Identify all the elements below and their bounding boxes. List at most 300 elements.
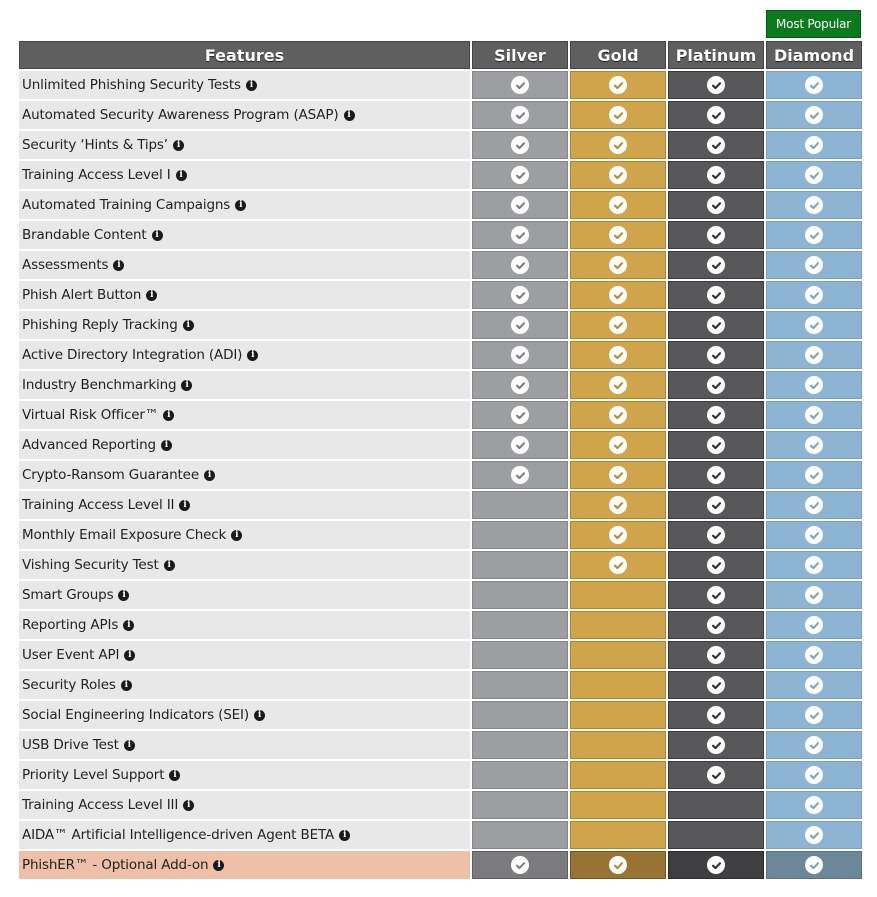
platinum-cell — [668, 431, 764, 459]
gold-cell — [570, 401, 666, 429]
platinum-cell — [668, 341, 764, 369]
table-row — [19, 791, 862, 819]
info-circle-icon[interactable]: i — [169, 770, 180, 781]
most-popular-badge: Most Popular — [766, 10, 861, 38]
gold-cell — [570, 461, 666, 489]
platinum-cell — [668, 731, 764, 759]
table-row — [19, 311, 862, 339]
feature-cell — [19, 161, 470, 189]
check-circle-icon — [609, 196, 627, 214]
gold-cell — [570, 191, 666, 219]
info-circle-icon[interactable]: i — [179, 500, 190, 511]
feature-cell — [19, 191, 470, 219]
feature-label: Phish Alert Button — [22, 287, 142, 303]
check-circle-icon — [805, 676, 823, 694]
info-circle-icon[interactable]: i — [123, 620, 134, 631]
check-circle-icon — [707, 706, 725, 724]
platinum-cell — [668, 371, 764, 399]
diamond-cell — [766, 401, 862, 429]
silver-cell — [472, 221, 568, 249]
silver-cell — [472, 821, 568, 849]
silver-cell — [472, 551, 568, 579]
check-circle-icon — [805, 256, 823, 274]
check-circle-icon — [511, 256, 529, 274]
platinum-cell — [668, 641, 764, 669]
check-circle-icon — [805, 646, 823, 664]
diamond-cell — [766, 341, 862, 369]
table-row — [19, 581, 862, 609]
info-circle-icon[interactable]: i — [146, 290, 157, 301]
check-circle-icon — [805, 616, 823, 634]
header-silver: Silver — [472, 41, 568, 69]
info-circle-icon[interactable]: i — [176, 170, 187, 181]
feature-label: Vishing Security Test — [22, 557, 159, 573]
silver-cell — [472, 851, 568, 879]
pricing-comparison-table — [19, 41, 862, 881]
silver-cell — [472, 311, 568, 339]
gold-cell — [570, 71, 666, 99]
table-row — [19, 521, 862, 549]
diamond-cell — [766, 461, 862, 489]
feature-label: Priority Level Support — [22, 767, 165, 783]
feature-cell — [19, 401, 470, 429]
check-circle-icon — [805, 856, 823, 874]
diamond-cell — [766, 671, 862, 699]
feature-cell — [19, 821, 470, 849]
gold-cell — [570, 251, 666, 279]
table-row — [19, 101, 862, 129]
platinum-cell — [668, 491, 764, 519]
table-row — [19, 611, 862, 639]
check-circle-icon — [609, 316, 627, 334]
diamond-cell — [766, 791, 862, 819]
diamond-cell — [766, 521, 862, 549]
gold-cell — [570, 281, 666, 309]
check-circle-icon — [805, 106, 823, 124]
check-circle-icon — [707, 856, 725, 874]
check-circle-icon — [511, 466, 529, 484]
gold-cell — [570, 491, 666, 519]
check-circle-icon — [707, 106, 725, 124]
diamond-cell — [766, 431, 862, 459]
check-circle-icon — [609, 466, 627, 484]
check-circle-icon — [511, 196, 529, 214]
check-circle-icon — [707, 496, 725, 514]
check-circle-icon — [707, 226, 725, 244]
check-circle-icon — [707, 676, 725, 694]
silver-cell — [472, 461, 568, 489]
gold-cell — [570, 731, 666, 759]
check-circle-icon — [609, 496, 627, 514]
feature-label: Industry Benchmarking — [22, 377, 177, 393]
feature-label: Assessments — [22, 257, 109, 273]
diamond-cell — [766, 581, 862, 609]
silver-cell — [472, 281, 568, 309]
gold-cell — [570, 701, 666, 729]
info-circle-icon[interactable]: i — [163, 410, 174, 421]
diamond-cell — [766, 611, 862, 639]
table-row — [19, 701, 862, 729]
info-circle-icon[interactable]: i — [161, 440, 172, 451]
check-circle-icon — [805, 826, 823, 844]
gold-cell — [570, 221, 666, 249]
feature-cell — [19, 731, 470, 759]
info-circle-icon[interactable]: i — [235, 200, 246, 211]
gold-cell — [570, 641, 666, 669]
silver-cell — [472, 341, 568, 369]
check-circle-icon — [805, 796, 823, 814]
gold-cell — [570, 761, 666, 789]
feature-label: Brandable Content — [22, 227, 147, 243]
check-circle-icon — [805, 436, 823, 454]
check-circle-icon — [707, 76, 725, 94]
check-circle-icon — [707, 466, 725, 484]
check-circle-icon — [707, 166, 725, 184]
check-circle-icon — [707, 256, 725, 274]
feature-cell — [19, 341, 470, 369]
feature-cell — [19, 611, 470, 639]
check-circle-icon — [609, 226, 627, 244]
table-row — [19, 161, 862, 189]
feature-cell — [19, 791, 470, 819]
table-row — [19, 641, 862, 669]
feature-label: Smart Groups — [22, 587, 114, 603]
platinum-cell — [668, 101, 764, 129]
check-circle-icon — [707, 586, 725, 604]
feature-cell — [19, 641, 470, 669]
gold-cell — [570, 521, 666, 549]
feature-cell — [19, 71, 470, 99]
check-circle-icon — [805, 406, 823, 424]
platinum-cell — [668, 281, 764, 309]
feature-cell — [19, 491, 470, 519]
info-circle-icon[interactable]: i — [213, 860, 224, 871]
info-circle-icon[interactable]: i — [164, 560, 175, 571]
silver-cell — [472, 611, 568, 639]
platinum-cell — [668, 671, 764, 699]
platinum-cell — [668, 71, 764, 99]
check-circle-icon — [609, 256, 627, 274]
gold-cell — [570, 851, 666, 879]
diamond-cell — [766, 281, 862, 309]
silver-cell — [472, 371, 568, 399]
info-circle-icon[interactable]: i — [204, 470, 215, 481]
check-circle-icon — [511, 136, 529, 154]
check-circle-icon — [609, 346, 627, 364]
feature-label: Training Access Level III — [22, 797, 179, 813]
gold-cell — [570, 161, 666, 189]
table-row — [19, 491, 862, 519]
table-body — [19, 71, 862, 879]
header-gold: Gold — [570, 41, 666, 69]
info-circle-icon[interactable]: i — [183, 800, 194, 811]
platinum-cell — [668, 581, 764, 609]
silver-cell — [472, 251, 568, 279]
check-circle-icon — [609, 136, 627, 154]
feature-label: Active Directory Integration (ADI) — [22, 347, 243, 363]
gold-cell — [570, 311, 666, 339]
gold-cell — [570, 131, 666, 159]
diamond-cell — [766, 371, 862, 399]
check-circle-icon — [707, 526, 725, 544]
feature-cell — [19, 701, 470, 729]
check-circle-icon — [805, 376, 823, 394]
platinum-cell — [668, 521, 764, 549]
silver-cell — [472, 701, 568, 729]
check-circle-icon — [609, 526, 627, 544]
feature-cell — [19, 311, 470, 339]
feature-cell — [19, 581, 470, 609]
check-circle-icon — [707, 736, 725, 754]
check-circle-icon — [609, 286, 627, 304]
check-circle-icon — [609, 436, 627, 454]
gold-cell — [570, 791, 666, 819]
check-circle-icon — [707, 196, 725, 214]
check-circle-icon — [609, 406, 627, 424]
diamond-cell — [766, 821, 862, 849]
feature-cell — [19, 761, 470, 789]
check-circle-icon — [707, 286, 725, 304]
diamond-cell — [766, 221, 862, 249]
table-row-addon — [19, 851, 862, 879]
feature-label: Automated Security Awareness Program (ASAP) — [22, 107, 339, 123]
diamond-cell — [766, 191, 862, 219]
info-circle-icon[interactable]: i — [231, 530, 242, 541]
table-row — [19, 821, 862, 849]
feature-cell — [19, 431, 470, 459]
check-circle-icon — [511, 316, 529, 334]
check-circle-icon — [805, 466, 823, 484]
silver-cell — [472, 191, 568, 219]
table-row — [19, 731, 862, 759]
silver-cell — [472, 521, 568, 549]
header-diamond: Diamond — [766, 41, 862, 69]
check-circle-icon — [511, 376, 529, 394]
table-row — [19, 461, 862, 489]
gold-cell — [570, 611, 666, 639]
check-circle-icon — [707, 556, 725, 574]
check-circle-icon — [805, 136, 823, 154]
feature-label: USB Drive Test — [22, 737, 119, 753]
table-row — [19, 431, 862, 459]
check-circle-icon — [805, 286, 823, 304]
feature-label: Crypto-Ransom Guarantee — [22, 467, 199, 483]
feature-cell — [19, 461, 470, 489]
feature-cell — [19, 851, 470, 879]
feature-label: Security Roles — [22, 677, 116, 693]
diamond-cell — [766, 161, 862, 189]
silver-cell — [472, 431, 568, 459]
feature-cell — [19, 131, 470, 159]
silver-cell — [472, 791, 568, 819]
diamond-cell — [766, 491, 862, 519]
check-circle-icon — [609, 376, 627, 394]
platinum-cell — [668, 251, 764, 279]
table-row — [19, 401, 862, 429]
diamond-cell — [766, 101, 862, 129]
diamond-cell — [766, 251, 862, 279]
diamond-cell — [766, 311, 862, 339]
check-circle-icon — [511, 286, 529, 304]
info-circle-icon[interactable]: i — [181, 380, 192, 391]
feature-label: Reporting APIs — [22, 617, 119, 633]
diamond-cell — [766, 71, 862, 99]
check-circle-icon — [707, 436, 725, 454]
check-circle-icon — [609, 856, 627, 874]
platinum-cell — [668, 311, 764, 339]
table-row — [19, 761, 862, 789]
platinum-cell — [668, 821, 764, 849]
check-circle-icon — [805, 316, 823, 334]
silver-cell — [472, 671, 568, 699]
check-circle-icon — [511, 856, 529, 874]
check-circle-icon — [805, 346, 823, 364]
platinum-cell — [668, 191, 764, 219]
info-circle-icon[interactable]: i — [246, 80, 257, 91]
check-circle-icon — [511, 106, 529, 124]
feature-label: Monthly Email Exposure Check — [22, 527, 227, 543]
check-circle-icon — [707, 316, 725, 334]
feature-label: Phishing Reply Tracking — [22, 317, 178, 333]
check-circle-icon — [805, 496, 823, 514]
check-circle-icon — [805, 226, 823, 244]
platinum-cell — [668, 221, 764, 249]
silver-cell — [472, 761, 568, 789]
platinum-cell — [668, 851, 764, 879]
check-circle-icon — [707, 766, 725, 784]
table-row — [19, 221, 862, 249]
info-circle-icon[interactable]: i — [152, 230, 163, 241]
platinum-cell — [668, 131, 764, 159]
check-circle-icon — [805, 526, 823, 544]
check-circle-icon — [511, 166, 529, 184]
check-circle-icon — [511, 226, 529, 244]
feature-cell — [19, 101, 470, 129]
silver-cell — [472, 641, 568, 669]
feature-label: Training Access Level II — [22, 497, 175, 513]
diamond-cell — [766, 551, 862, 579]
check-circle-icon — [609, 76, 627, 94]
platinum-cell — [668, 791, 764, 819]
check-circle-icon — [707, 376, 725, 394]
silver-cell — [472, 731, 568, 759]
check-circle-icon — [805, 586, 823, 604]
info-circle-icon[interactable]: i — [344, 110, 355, 121]
check-circle-icon — [707, 346, 725, 364]
diamond-cell — [766, 761, 862, 789]
feature-label: User Event API — [22, 647, 120, 663]
info-circle-icon[interactable]: i — [121, 680, 132, 691]
feature-cell — [19, 551, 470, 579]
table-row — [19, 71, 862, 99]
check-circle-icon — [511, 346, 529, 364]
check-circle-icon — [805, 166, 823, 184]
gold-cell — [570, 581, 666, 609]
feature-label: Virtual Risk Officer™ — [22, 407, 159, 423]
gold-cell — [570, 101, 666, 129]
feature-label: Training Access Level I — [22, 167, 171, 183]
feature-label: Advanced Reporting — [22, 437, 156, 453]
diamond-cell — [766, 731, 862, 759]
info-circle-icon[interactable]: i — [113, 260, 124, 271]
feature-cell — [19, 221, 470, 249]
platinum-cell — [668, 551, 764, 579]
platinum-cell — [668, 461, 764, 489]
info-circle-icon[interactable]: i — [247, 350, 258, 361]
feature-label: Unlimited Phishing Security Tests — [22, 77, 241, 93]
platinum-cell — [668, 611, 764, 639]
table-row — [19, 551, 862, 579]
info-circle-icon[interactable]: i — [173, 140, 184, 151]
platinum-cell — [668, 401, 764, 429]
info-circle-icon[interactable]: i — [339, 830, 350, 841]
feature-label: PhishER™ - Optional Add-on — [22, 857, 209, 873]
gold-cell — [570, 431, 666, 459]
silver-cell — [472, 581, 568, 609]
check-circle-icon — [707, 406, 725, 424]
check-circle-icon — [805, 736, 823, 754]
table-row — [19, 131, 862, 159]
table-row — [19, 671, 862, 699]
check-circle-icon — [609, 556, 627, 574]
check-circle-icon — [805, 76, 823, 94]
check-circle-icon — [511, 76, 529, 94]
feature-label: Automated Training Campaigns — [22, 197, 231, 213]
info-circle-icon[interactable]: i — [118, 590, 129, 601]
feature-cell — [19, 251, 470, 279]
check-circle-icon — [805, 706, 823, 724]
table-row — [19, 341, 862, 369]
check-circle-icon — [511, 436, 529, 454]
check-circle-icon — [511, 406, 529, 424]
table-row — [19, 371, 862, 399]
platinum-cell — [668, 161, 764, 189]
info-circle-icon[interactable]: i — [124, 740, 135, 751]
diamond-cell — [766, 641, 862, 669]
silver-cell — [472, 131, 568, 159]
gold-cell — [570, 551, 666, 579]
feature-label: Security ‘Hints & Tips’ — [22, 137, 168, 153]
feature-cell — [19, 371, 470, 399]
check-circle-icon — [609, 106, 627, 124]
feature-cell — [19, 521, 470, 549]
gold-cell — [570, 371, 666, 399]
feature-cell — [19, 281, 470, 309]
diamond-cell — [766, 851, 862, 879]
feature-cell — [19, 671, 470, 699]
platinum-cell — [668, 761, 764, 789]
gold-cell — [570, 341, 666, 369]
check-circle-icon — [707, 136, 725, 154]
header-platinum: Platinum — [668, 41, 764, 69]
info-circle-icon[interactable]: i — [254, 710, 265, 721]
gold-cell — [570, 671, 666, 699]
check-circle-icon — [609, 166, 627, 184]
silver-cell — [472, 71, 568, 99]
info-circle-icon[interactable]: i — [124, 650, 135, 661]
check-circle-icon — [805, 766, 823, 784]
platinum-cell — [668, 701, 764, 729]
silver-cell — [472, 161, 568, 189]
silver-cell — [472, 491, 568, 519]
diamond-cell — [766, 131, 862, 159]
header-features: Features — [19, 41, 470, 69]
check-circle-icon — [805, 196, 823, 214]
check-circle-icon — [707, 646, 725, 664]
info-circle-icon[interactable]: i — [183, 320, 194, 331]
table-row — [19, 191, 862, 219]
diamond-cell — [766, 701, 862, 729]
